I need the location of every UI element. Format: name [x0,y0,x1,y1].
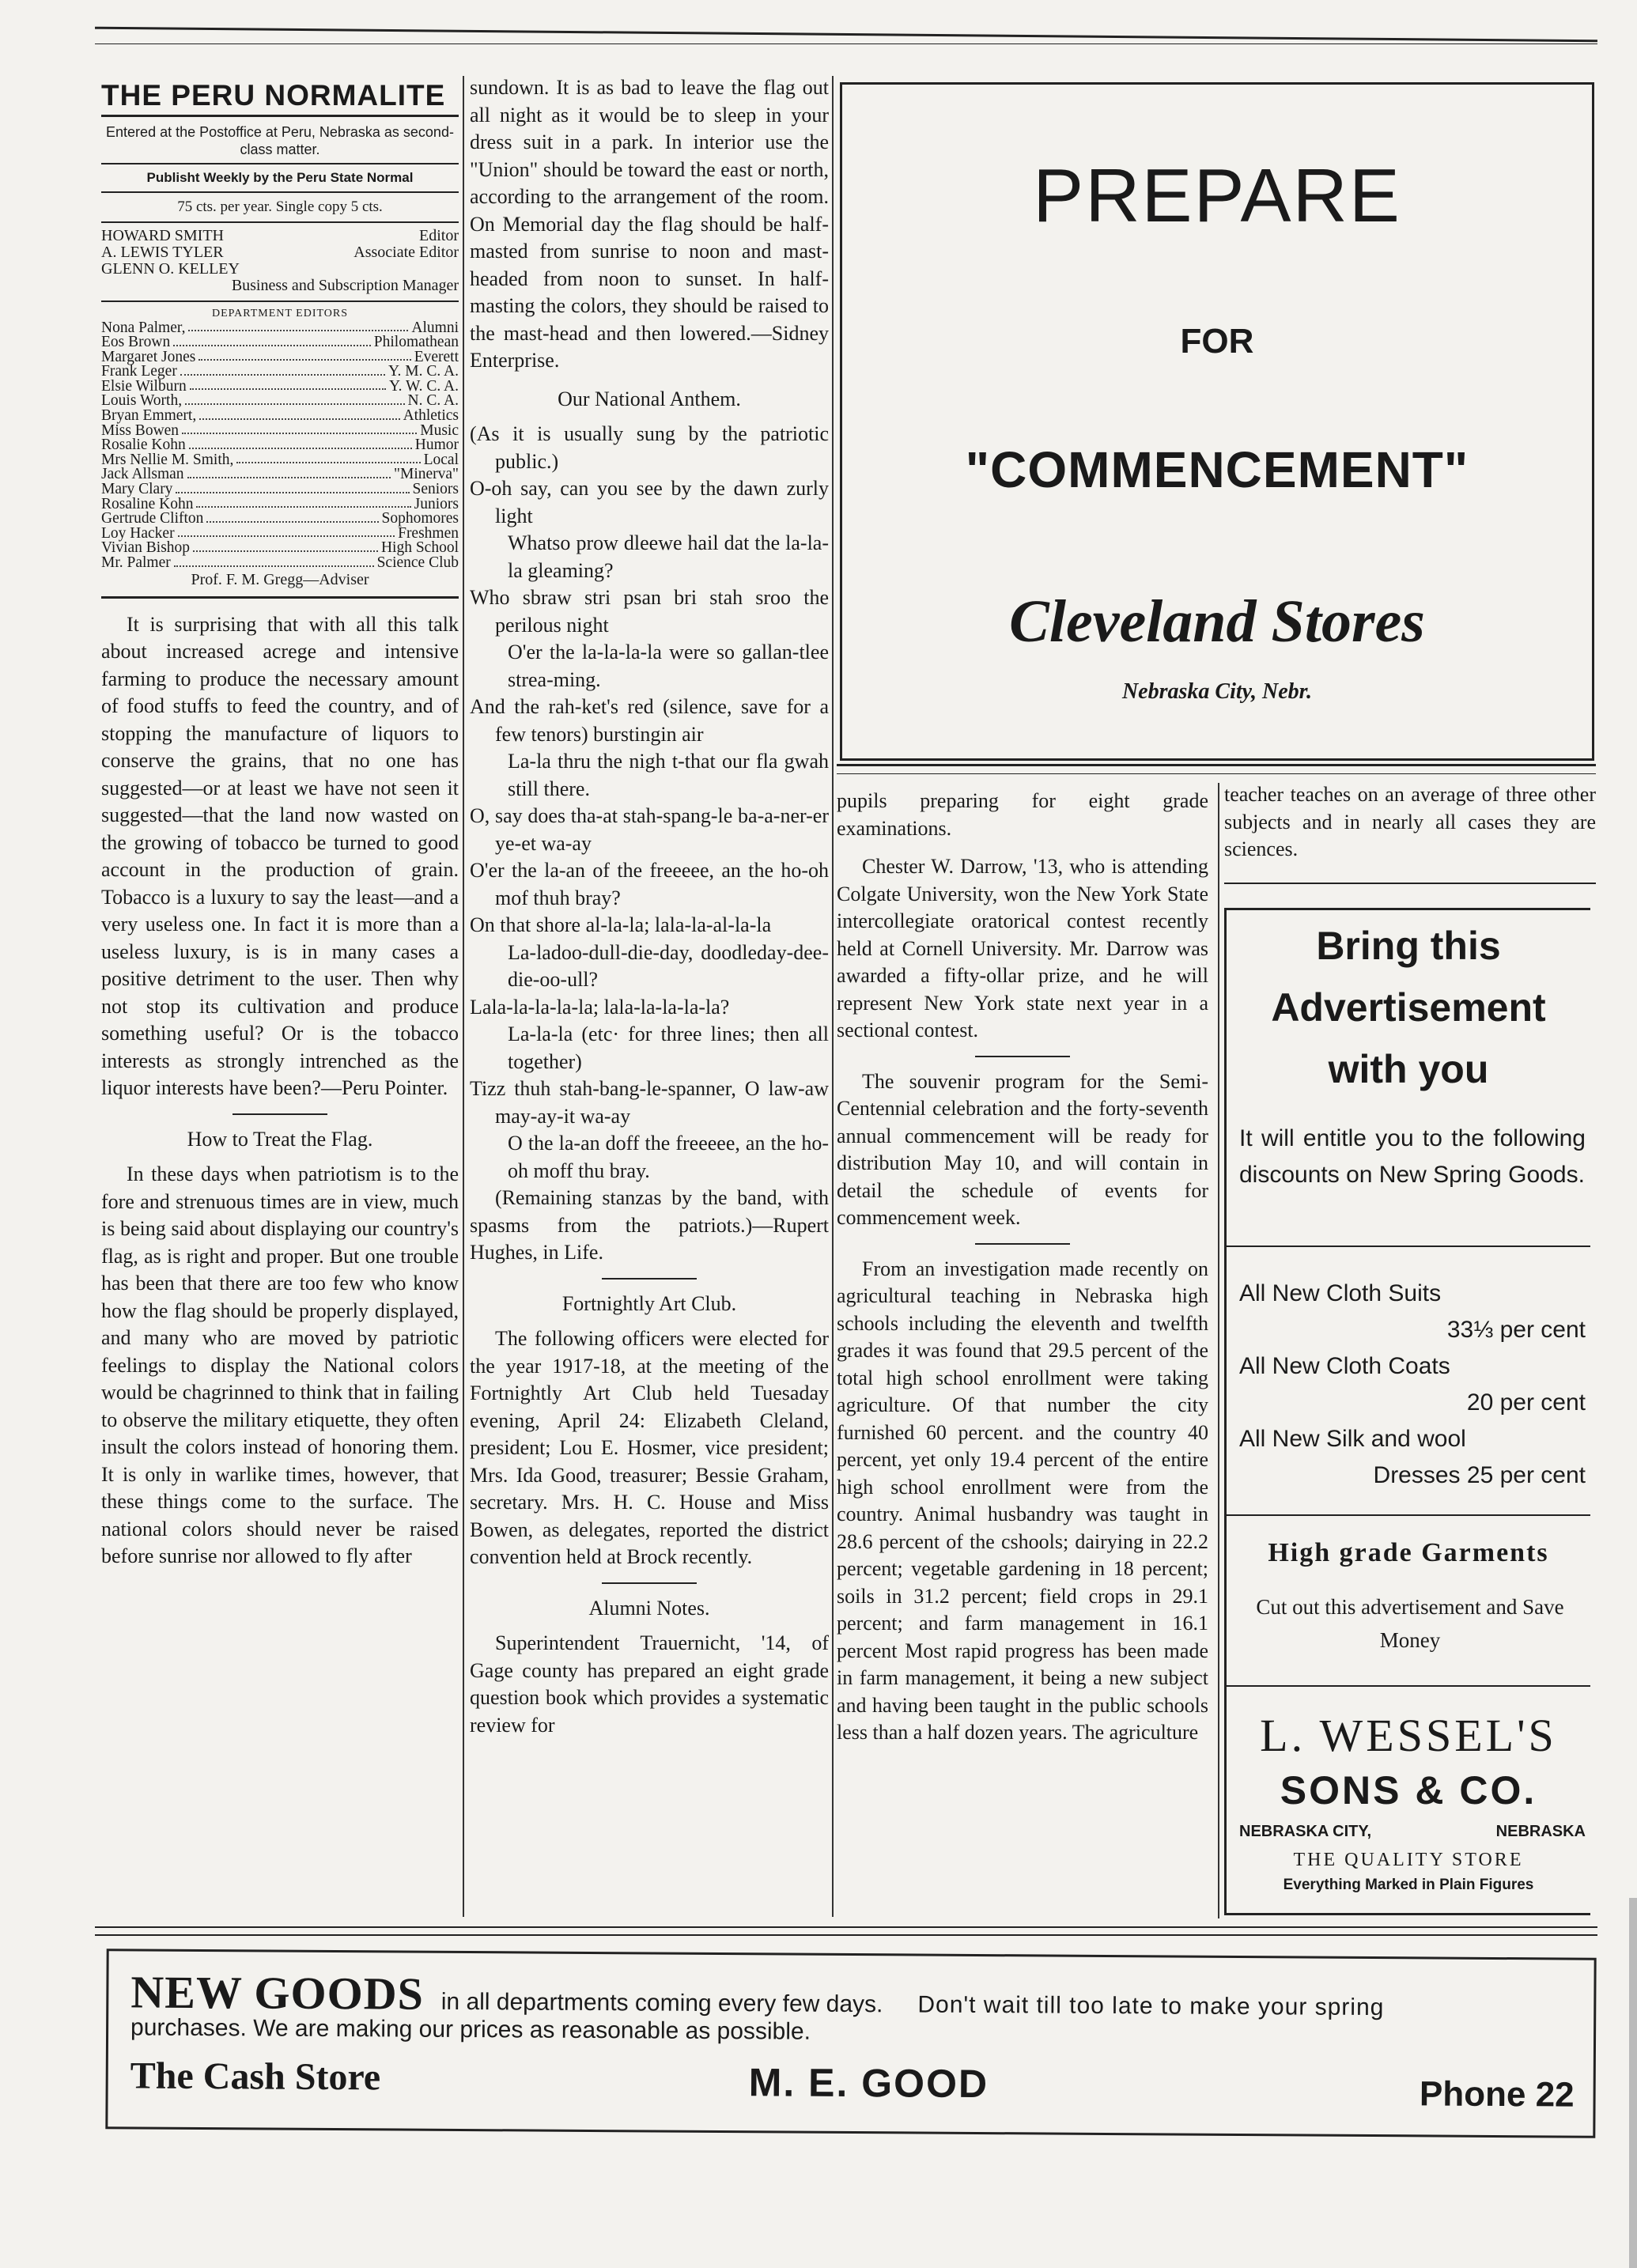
staff-row [101,244,459,261]
alumni-heading: Alumni Notes. [588,1596,710,1620]
editor-dept: High School [380,539,459,557]
editor-dept: "Minerva" [394,466,459,483]
souvenir-text: The souvenir program for the Semi-Centennial celebration and the forty-seventh annual commencement will be ready for distribution May 10, and will contain in detail the schedule of events for commencement week. [837,1069,1208,1229]
leader-dots [187,467,391,478]
col4-rule [1224,883,1596,884]
darrow-text: Chester W. Darrow, '13, who is attending Colgate University, won the New York State intercollegiate oratorical contest recently held at Cornell University. Mr. Darrow was awarded a fifty-ollar prize, and he will represent New York state next year in a sectional contest. [837,855,1208,1041]
flag-heading: How to Treat the Flag. [187,1127,373,1151]
editor-dept: Science Club [376,554,459,571]
editor-name: Miss Bowen [101,421,180,439]
ad-good-text3: purchases. We are making our prices as reasonable as possible. [130,2014,811,2045]
anthem-line: O'er the la-la-la-la were so gallan-tlee strea-ming. [508,641,829,691]
ad-new-goods: NEW GOODS [130,1966,425,2020]
alumni-text-cont: pupils preparing for eight grade examinations. [837,789,1208,840]
editor-dept: N. C. A. [407,392,459,410]
editor-name: Mr. Palmer [101,554,171,571]
ad-rule [1227,1246,1590,1247]
page-edge [1629,1898,1637,2268]
anthem-line: And the rah-ket's red (silence, save for a few tenors) burstingin air [470,695,829,746]
discount-item: All New Cloth Suits [1239,1280,1442,1306]
anthem-line: O, say does tha-at stah-spang-le ba-a-ner-er ye-et wa-ay [470,804,829,855]
editor-name: Loy Hacker [101,524,175,542]
editor-name: Bryan Emmert, [101,407,197,425]
editor-row [101,482,459,497]
cleveland-stores-ad [840,82,1594,761]
ad-wessel-sons: SONS & CO. [1280,1768,1537,1813]
ad-commencement: "COMMENCEMENT" [965,441,1469,498]
leader-dots [196,497,410,508]
business-manager: Business and Subscription Manager [231,276,459,294]
editor-name: Rosaline Kohn [101,495,194,512]
masthead-rule-4 [101,221,459,223]
anthem-credit: (Remaining stanzas by the band, with spasms from the patriots.)—Rupert Hughes, in Life. [470,1186,829,1264]
anthem-heading: Our National Anthem. [558,387,741,410]
staff-role: Editor [419,226,459,244]
column-divider [832,76,834,1917]
ad-cash-store: The Cash Store [130,2054,381,2099]
leader-dots [176,482,409,493]
discount-value: Dresses 25 per cent [1373,1462,1586,1488]
anthem-line: O the la-an doff the freeeee, an the ho-oh moff thu bray. [508,1132,829,1182]
editor-row [101,556,459,571]
editor-dept: Freshmen [398,524,459,542]
anthem-lines [470,421,829,1185]
ad-wessel-name: L. WESSEL'S [1260,1710,1557,1761]
anthem-line: O'er the la-an of the freeeee, an the ho-oh mof thuh bray? [470,859,829,909]
leader-dots [198,350,410,361]
editor-name: Rosalie Kohn [101,437,186,454]
anthem-line: O-oh say, can you see by the dawn zurly light [470,477,829,527]
column-2 [470,74,829,1739]
staff-name: HOWARD SMITH [101,226,224,244]
editor-name: Gertrude Clifton [101,510,204,527]
leader-dots [236,453,420,464]
wessel-ad [1224,908,1590,1915]
ad-rule [1227,1514,1590,1516]
discount-value: 20 per cent [1466,1389,1586,1416]
leader-dots [178,527,395,538]
section-rule [975,1056,1070,1057]
column-divider [463,76,464,1917]
price-notice: 75 cts. per year. Single copy 5 cts. [177,198,383,215]
anthem-line: La-ladoo-dull-die-day, doodleday-dee-die-oo-ull? [508,940,829,991]
ad-high-grade: High grade Garments [1268,1538,1549,1567]
editor-dept: Seniors [412,481,459,498]
leader-dots [190,380,386,391]
art-club-text: The following officers were elected for the year 1917-18, at the meeting of the Fortnightly Art Club held Tuesaday evening, April 24: Elizabeth Cleland, president; Lou E. Hosmer, vice president; Mrs. Ida Good, treasurer; Bessie Graham, secretary. Mrs. H. C. House and Miss Bowen, as delegates, reported the district convention held at Brock recently. [470,1327,829,1568]
masthead-title: THE PERU NORMALITE [101,79,446,112]
editor-row [101,409,459,424]
ad-good-text1: in all departments coming every few days. [440,1988,883,2018]
good-cash-store-ad [105,1949,1596,2138]
ad-quality-store: THE QUALITY STORE [1293,1850,1524,1870]
ad-for: FOR [1180,322,1254,361]
leader-dots [193,541,378,552]
section-rule [233,1113,327,1115]
ad-wessel-state: NEBRASKA [1495,1823,1586,1840]
agriculture-text: From an investigation made recently on agricultural teaching in Nebraska high schools including the eleventh and twelfth grades it was found that 29.5 percent of the total high school enrollment were taking agriculture. Of that number the city furnished 60 percent. and the country 40 percent, yet only 19.4 percent of the entire high school enrollment were from the country. Animal husbandry was taught in 28.6 percent of the cshools; dairying in 22.2 percent; vegetable gardening in 18 percent; soils in 31.2 percent; field crops in 29.1 percent; and farm management in 16.1 percent Most rapid progress has been made in farm management, it being a new subject and having been taught in the public schools less than a half dozen years. The agriculture [837,1257,1208,1744]
bottom-rule [95,1926,1597,1928]
ad-prepare: PREPARE [1033,153,1401,238]
editor-name: Nona Palmer, [101,319,186,336]
masthead-rule-2 [101,163,459,164]
adviser: Prof. F. M. Gregg—Adviser [191,570,369,588]
top-rule-thin [95,43,1597,44]
ad-wessel-location [1239,1823,1586,1841]
leader-dots [182,424,417,435]
ad-bring-this: Bring this [1316,924,1501,968]
leader-dots [199,409,399,420]
ad-cut-out: Cut out this advertisement and Save Money [1256,1595,1564,1652]
editor-dept: Sophomores [381,510,459,527]
editor-name: Margaret Jones [101,348,196,365]
editor-dept: Philomathean [373,334,459,351]
entered-notice: Entered at the Postoffice at Peru, Nebraska as second-class matter. [106,123,454,157]
staff-name: A. LEWIS TYLER [101,243,224,261]
art-club-heading: Fortnightly Art Club. [561,1291,737,1315]
staff-name: GLENN O. KELLEY [101,259,240,278]
masthead-rule [101,115,459,117]
column-1 [101,79,459,1571]
editor-name: Mary Clary [101,481,173,498]
staff-row [101,228,459,244]
ad-store-city: Nebraska City, Nebr. [1121,679,1313,704]
ad-under-rule [837,764,1596,766]
alumni-text: Superintendent Trauernicht, '14, of Gage county has prepared an eight grade question book which provides a systematic review for [470,1631,829,1737]
editor-dept: Everett [414,348,459,365]
anthem-line: La-la-la (etc· for three lines; then all together) [508,1022,829,1073]
leader-dots [173,335,371,346]
editor-dept: Local [423,451,459,468]
ad-good-text2: Don't wait till too late to make your spring [917,1991,1385,2021]
leader-dots [180,365,385,376]
ad-phone: Phone 22 [1419,2074,1575,2115]
leader-dots [189,438,412,449]
editor-dept: Y. M. C. A. [388,363,459,380]
editor-dept: Music [420,421,459,439]
editor-name: Frank Leger [101,363,177,380]
editor-dept: Alumni [411,319,459,336]
ad-plain-figures: Everything Marked in Plain Figures [1283,1877,1534,1893]
leader-dots [174,556,374,567]
editors-list [101,321,459,571]
published-notice: Publisht Weekly by the Peru State Normal [146,169,414,185]
anthem-line: (As it is usually sung by the patriotic public.) [470,422,829,473]
editor-dept: Y. W. C. A. [389,377,459,395]
flag-text-cont: sundown. It is as bad to leave the flag out all night as it would be to sleep in your dress suit in a park. In interior use the "Union" should be toward the east or north, according to the arrangement of the room. On Memorial day the flag should be half-masted from sunrise to noon and mast-headed from noon to sunset. In half-masting the colors, they should be raised to the mast-head and then lowered.—Sidney Enterprise. [470,76,829,372]
editorial-text: It is surprising that with all this talk about increased acrege and intensive farming to produce the necessary amount of food stuffs to feed the country, and of stopping the manufacture of liquors to conserve the grains, that no one has suggested—or at least we have not seen it suggested—that the land now wasted on the growing of tobacco be turned to good account in the production of grain. Tobacco is a luxury to say the least—and a very useless one. In fact it is more than a useless luxury, is is in many cases a positive detriment to the user. Then why not stop its cultivation and produce something useful? Or is the tobacco interests as strongly intrenched as the liquor interests have been?—Peru Pointer. [101,612,459,1100]
column-3 [837,788,1208,1747]
editor-name: Mrs Nellie M. Smith, [101,451,234,468]
editor-dept: Athletics [403,407,459,425]
ad-under-rule-thin [837,773,1596,774]
discount-item: All New Silk and wool [1239,1426,1466,1452]
top-rule [95,27,1597,43]
anthem-line: On that shore al-la-la; lala-la-al-la-la [470,913,772,936]
dept-heading: DEPARTMENT EDITORS [211,307,349,319]
section-rule [975,1243,1070,1245]
section-rule [602,1278,697,1280]
discount-item: All New Cloth Coats [1239,1353,1450,1379]
editor-dept: Humor [414,437,459,454]
column-divider [1218,783,1219,1918]
editor-name: Vivian Bishop [101,539,191,557]
ad-intro: It will entitle you to the following discounts on New Spring Goods. [1239,1125,1586,1188]
anthem-line: La-la thru the nigh t-that our fla gwah still there. [508,750,829,800]
discount-value: 33⅓ per cent [1446,1317,1586,1343]
anthem-line: Whatso prow dleewe hail dat the la-la-la gleaming? [508,531,829,582]
ad-rule [1227,1685,1590,1687]
ad-advertisement: Advertisement [1271,985,1546,1030]
editor-name: Elsie Wilburn [101,377,187,395]
leader-dots [206,512,378,523]
leader-dots [185,394,404,405]
ad-wessel-city: NEBRASKA CITY, [1239,1823,1372,1840]
anthem-line: Lala-la-la-la-la; lala-la-la-la-la? [470,995,730,1019]
editor-name: Jack Allsman [101,466,184,483]
editor-dept: Juniors [414,495,459,512]
ad-owner: M. E. GOOD [748,2060,989,2107]
editor-name: Eos Brown [101,334,171,351]
anthem-line: Tizz thuh stah-bang-le-spanner, O law-aw may-ay-it wa-ay [470,1077,829,1128]
masthead-rule-3 [101,191,459,193]
ad-store-name: Cleveland Stores [1009,588,1425,655]
leader-dots [188,321,408,332]
section-rule [602,1582,697,1584]
agriculture-text-cont: teacher teaches on an average of three other subjects and in nearly all cases they are sciences. [1224,783,1596,860]
staff-role: Associate Editor [353,243,459,261]
discount-list [1239,1276,1586,1494]
editor-name: Louis Worth, [101,392,183,410]
ad-with-you: with you [1328,1047,1489,1091]
masthead-bottom-rule [101,596,459,599]
column-4 [1224,781,1596,864]
anthem-line: Who sbraw stri psan bri stah sroo the perilous night [470,586,829,637]
bottom-rule-2 [95,1934,1597,1936]
flag-text: In these days when patriotism is to the fore and strenuous times are in view, much is being said about displaying our country's flag, as is right and proper. But one trouble has been that there are too few who know how the flag should be properly displayed, and many who are moved by patriotic feelings to display the National colors would be chagrinned to think that in failing to observe the military etiquette, they often insult the colors instead of honoring them. It is only in warlike times, however, that these things come to the surface. The national colors should never be raised before sunrise nor allowed to fly after [101,1162,459,1568]
masthead-rule-5 [101,301,459,302]
editor-row [101,335,459,350]
